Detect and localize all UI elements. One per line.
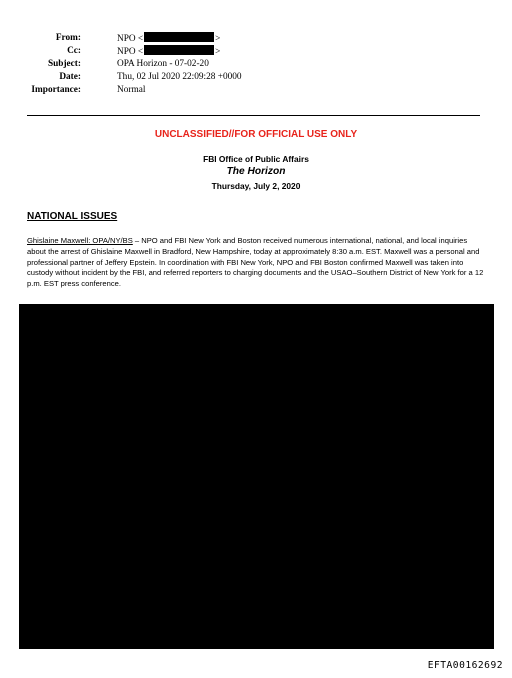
subject-row (0, 58, 480, 71)
cc-row (0, 45, 480, 58)
office-name: FBI Office of Public Affairs (203, 154, 309, 164)
subject-value: OPA Horizon - 07-02-20 (117, 59, 209, 69)
from-row (0, 32, 480, 45)
redaction-box (144, 32, 214, 42)
cc-label: Cc: (67, 46, 81, 56)
publication-date: Thursday, July 2, 2020 (211, 181, 301, 191)
cc-close: > (215, 47, 221, 57)
date-label: Date: (59, 72, 81, 82)
item-text: – NPO and FBI New York and Boston received numerous international, national, and local inquiries about the arrest of Ghislaine Maxwell in Bradford, New Hampshire, today at approximately 8:30 a.m. EST. Maxwell was a personal and professional partner of Jeffery Epstein. In coordination with FBI New York, NPO and FBI Boston confirmed Maxwell was taken into custody without incident by the FBI, and referred reporters to charging documents and the USAO–Southern District of New York for a 12 p.m. EST press conference. (27, 236, 484, 289)
cc-value: NPO < (117, 47, 144, 57)
redaction-box (144, 45, 214, 55)
section-heading: NATIONAL ISSUES (27, 211, 118, 222)
date-row (0, 71, 480, 84)
redacted-content-block (19, 304, 494, 649)
news-item (27, 236, 484, 290)
importance-value: Normal (117, 85, 146, 95)
subject-label: Subject: (47, 59, 81, 69)
from-close: > (215, 34, 221, 44)
importance-label: Importance: (31, 85, 81, 95)
importance-row (0, 84, 480, 97)
item-lead: Ghislaine Maxwell: OPA/NY/BS (27, 236, 133, 245)
publication-title: The Horizon (226, 166, 286, 177)
from-value: NPO < (117, 34, 144, 44)
classification-banner: UNCLASSIFIED//FOR OFFICIAL USE ONLY (154, 129, 358, 140)
header-divider (27, 115, 480, 116)
date-value: Thu, 02 Jul 2020 22:09:28 +0000 (117, 72, 242, 82)
bates-number: EFTA00162692 (427, 660, 503, 671)
from-label: From: (55, 33, 81, 43)
